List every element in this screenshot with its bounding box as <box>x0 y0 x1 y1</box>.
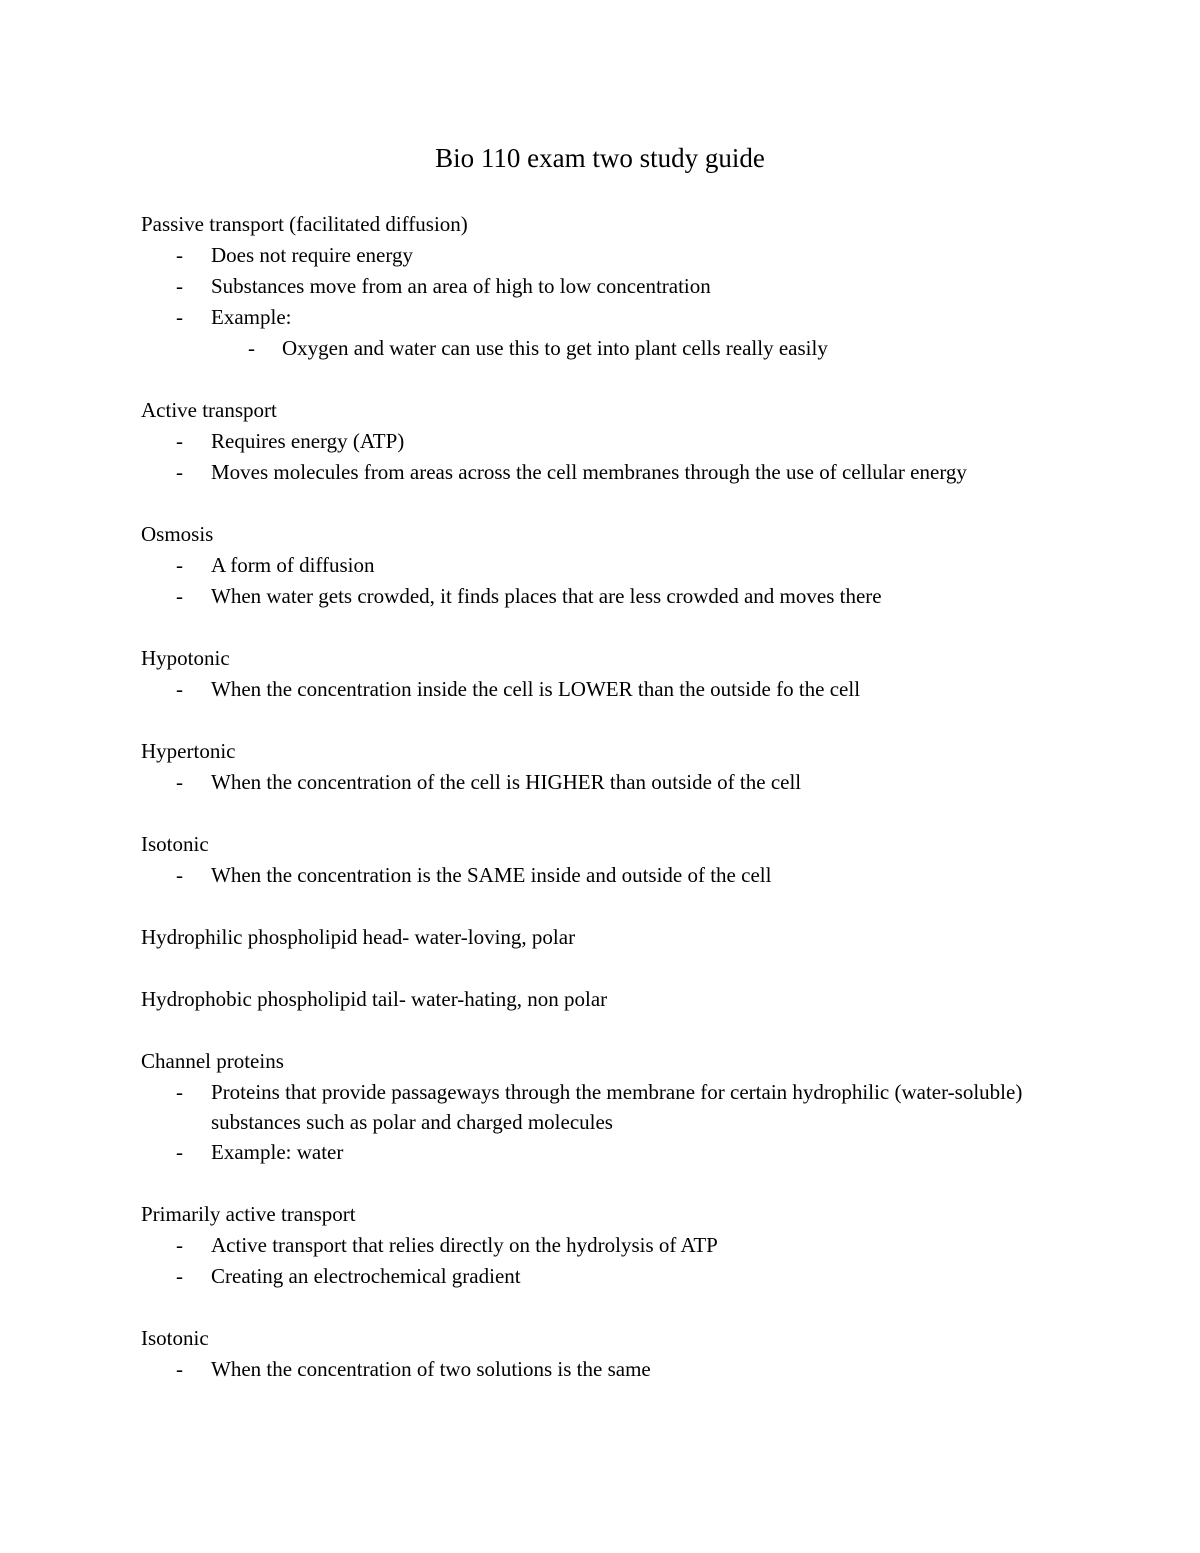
list-item <box>141 860 1071 891</box>
dash-bullet-icon: - <box>176 274 183 298</box>
section-heading: Active transport <box>141 398 277 422</box>
section-heading: Hypotonic <box>141 646 230 670</box>
section <box>141 209 1071 364</box>
bullet-list <box>141 860 1071 891</box>
section <box>141 643 1071 705</box>
list-item <box>141 426 1071 457</box>
bullet-list <box>141 767 1071 798</box>
list-item <box>141 550 1071 581</box>
list-item <box>141 240 1071 271</box>
list-item-text: Does not require energy <box>211 243 413 267</box>
list-item-text: Example: water <box>211 1140 344 1164</box>
list-item-text: When the concentration inside the cell is LOWER than the outside fo the cell <box>211 677 861 701</box>
bullet-list <box>141 674 1071 705</box>
list-item <box>141 1230 1071 1261</box>
dash-bullet-icon: - <box>176 429 183 453</box>
section <box>141 519 1071 612</box>
list-item <box>141 457 1071 488</box>
section <box>141 395 1071 488</box>
bullet-list <box>141 240 1071 364</box>
list-item-text: Proteins that provide passageways through the membrane for certain hydrophilic (water-soluble) substances such as polar and charged molecules <box>211 1080 1023 1134</box>
section <box>141 736 1071 798</box>
dash-bullet-icon: - <box>176 1233 183 1257</box>
list-item-text: Active transport that relies directly on the hydrolysis of ATP <box>211 1233 718 1257</box>
list-item <box>141 674 1071 705</box>
bullet-list <box>141 550 1071 612</box>
bullet-list <box>141 1354 1071 1385</box>
list-item <box>141 1354 1071 1385</box>
list-item-text: Requires energy (ATP) <box>211 429 405 453</box>
section <box>141 1199 1071 1292</box>
list-item <box>141 1137 1071 1168</box>
dash-bullet-icon: - <box>176 1357 183 1381</box>
section-heading: Passive transport (facilitated diffusion) <box>141 212 468 236</box>
bullet-list <box>141 1077 1071 1168</box>
sub-list-item-text: Oxygen and water can use this to get into plant cells really easily <box>282 336 828 360</box>
section <box>141 922 1071 953</box>
list-item-text: Substances move from an area of high to low concentration <box>211 274 711 298</box>
dash-bullet-icon: - <box>176 553 183 577</box>
section-heading: Channel proteins <box>141 1049 284 1073</box>
list-item-text: When water gets crowded, it finds places that are less crowded and moves there <box>211 584 882 608</box>
dash-bullet-icon: - <box>176 243 183 267</box>
dash-bullet-icon: - <box>176 1264 183 1288</box>
section <box>141 984 1071 1015</box>
section <box>141 1046 1071 1168</box>
dash-bullet-icon: - <box>248 336 255 360</box>
document-title: Bio 110 exam two study guide <box>435 143 765 173</box>
section-heading: Osmosis <box>141 522 214 546</box>
list-item-text: Moves molecules from areas across the cell membranes through the use of cellular energy <box>211 460 967 484</box>
sub-bullet-list <box>141 333 1071 364</box>
list-item-text: A form of diffusion <box>211 553 375 577</box>
section-heading: Hydrophobic phospholipid tail- water-hating, non polar <box>141 987 608 1011</box>
dash-bullet-icon: - <box>176 1140 183 1164</box>
list-item-text: When the concentration is the SAME inside and outside of the cell <box>211 863 772 887</box>
sub-list-item <box>141 333 1071 364</box>
list-item <box>141 271 1071 302</box>
list-item-text: Example: <box>211 305 292 329</box>
section-heading: Isotonic <box>141 832 209 856</box>
list-item-text: When the concentration of two solutions is the same <box>211 1357 651 1381</box>
dash-bullet-icon: - <box>176 677 183 701</box>
list-item <box>141 1261 1071 1292</box>
dash-bullet-icon: - <box>176 1080 183 1104</box>
list-item <box>141 1077 1071 1137</box>
section <box>141 829 1071 891</box>
dash-bullet-icon: - <box>176 863 183 887</box>
dash-bullet-icon: - <box>176 460 183 484</box>
list-item-text: Creating an electrochemical gradient <box>211 1264 521 1288</box>
document-body <box>141 209 1071 1416</box>
list-item <box>141 302 1071 333</box>
section-heading: Hydrophilic phospholipid head- water-loving, polar <box>141 925 576 949</box>
list-item <box>141 767 1071 798</box>
section <box>141 1323 1071 1385</box>
section-heading: Hypertonic <box>141 739 236 763</box>
dash-bullet-icon: - <box>176 305 183 329</box>
list-item <box>141 581 1071 612</box>
section-heading: Primarily active transport <box>141 1202 356 1226</box>
bullet-list <box>141 426 1071 488</box>
dash-bullet-icon: - <box>176 584 183 608</box>
section-heading: Isotonic <box>141 1326 209 1350</box>
list-item-text: When the concentration of the cell is HIGHER than outside of the cell <box>211 770 802 794</box>
dash-bullet-icon: - <box>176 770 183 794</box>
bullet-list <box>141 1230 1071 1292</box>
